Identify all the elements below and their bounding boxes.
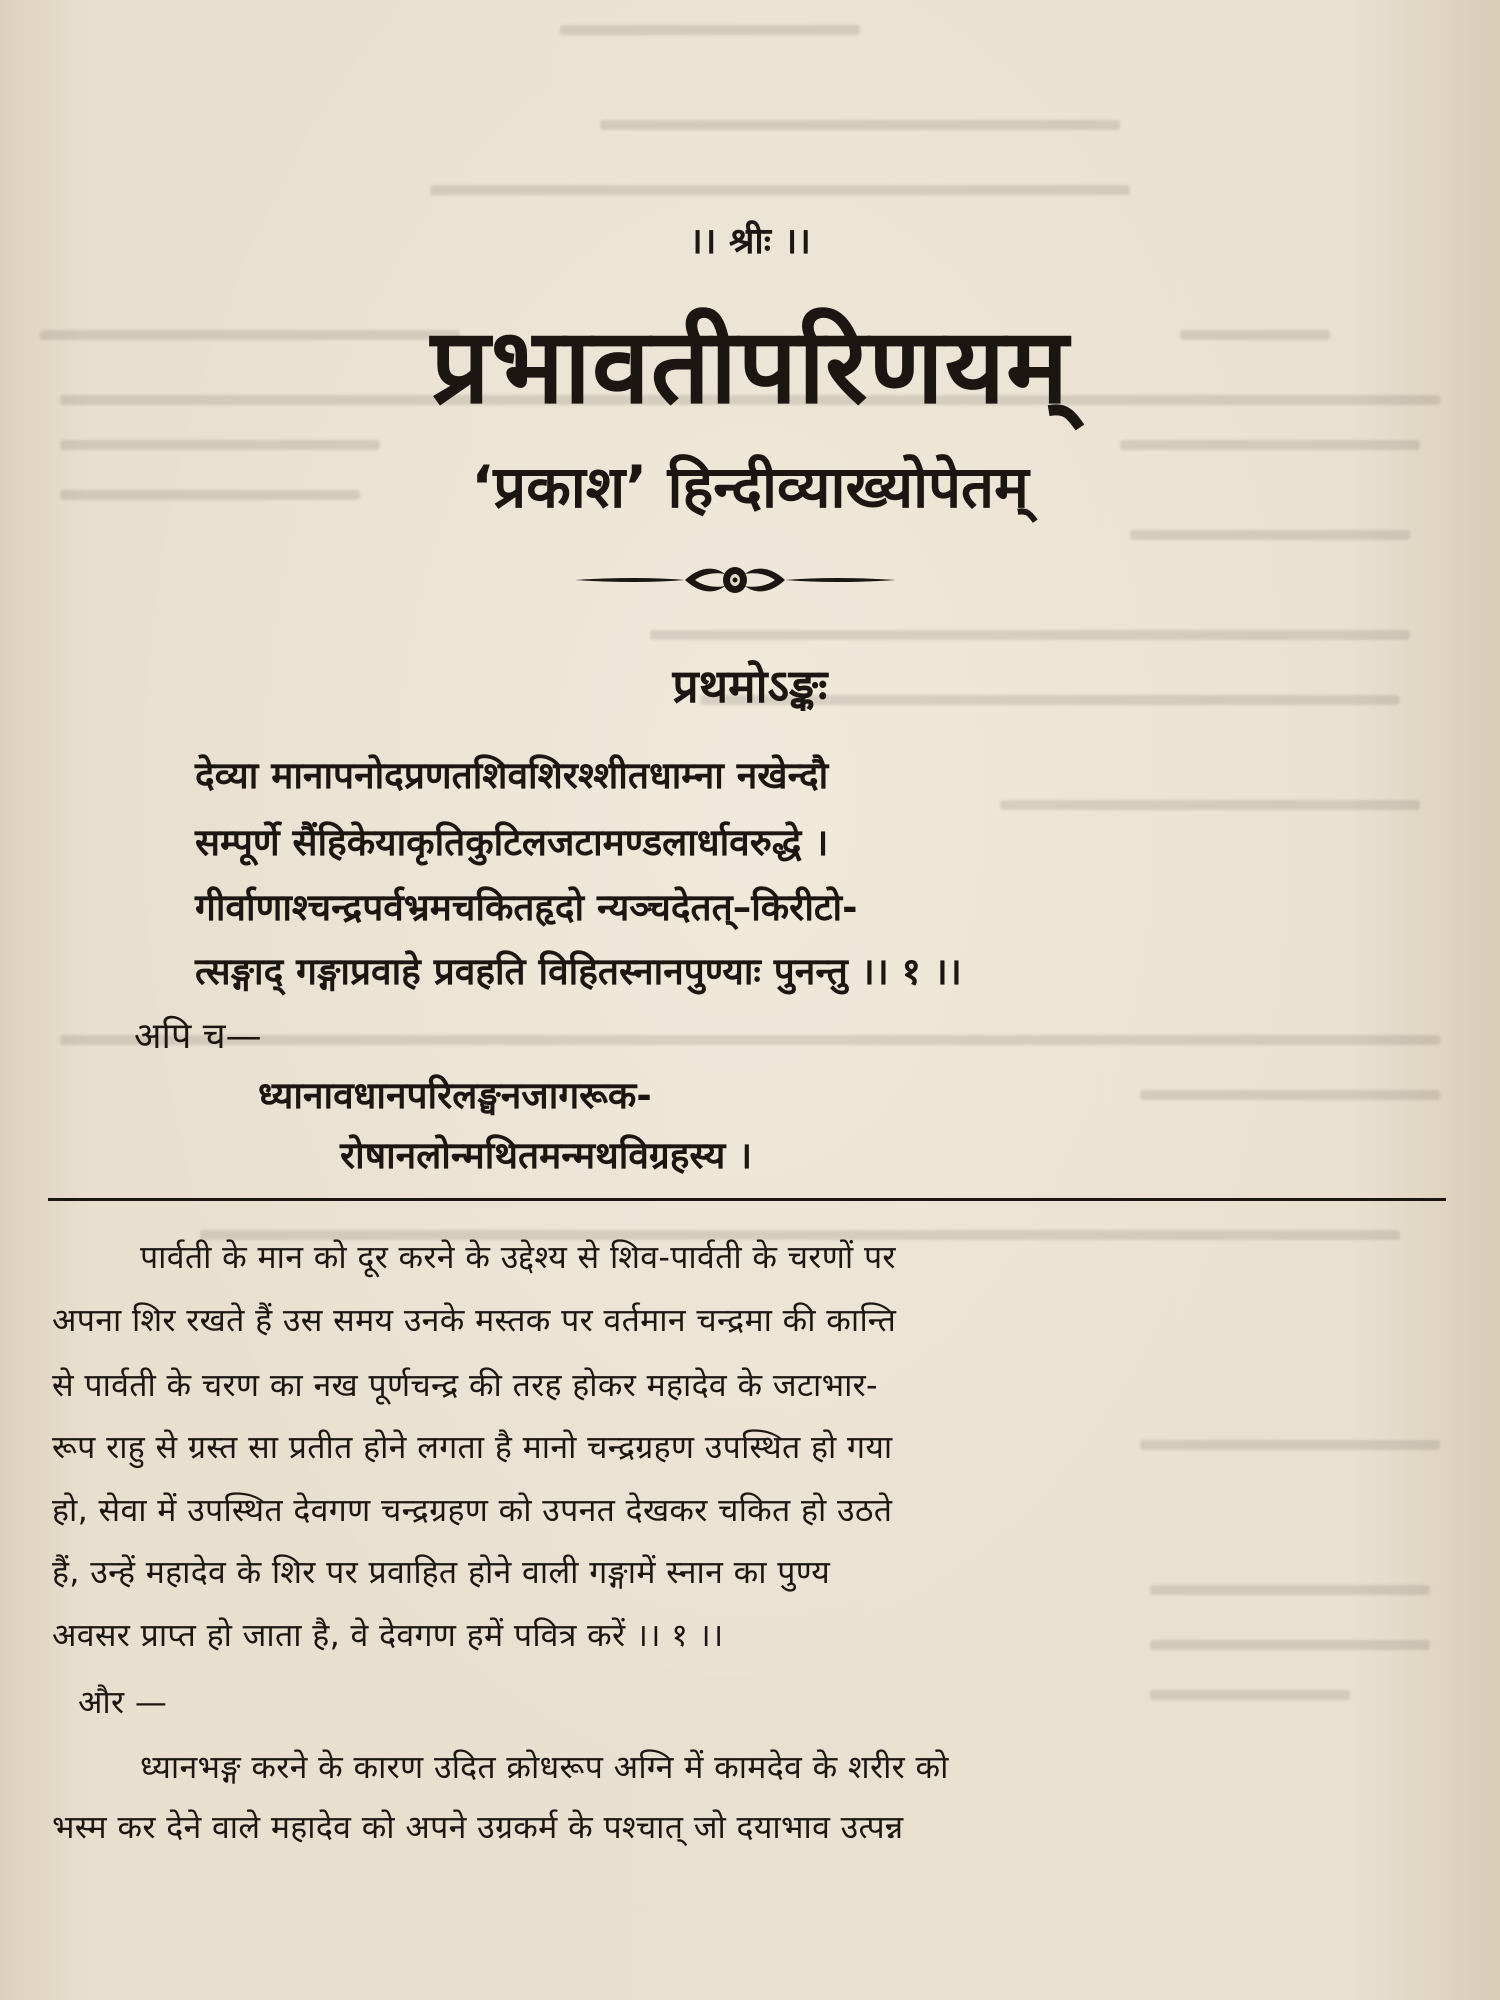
divider-rule [48, 1198, 1446, 1201]
verse-2-line-1: ध्यानावधानपरिलङ्घनजागरूक- [258, 1074, 652, 1117]
translation-line-2: अपना शिर रखते हैं उस समय उनके मस्तक पर वर्तमान चन्द्रमा की कान्ति [52, 1301, 897, 1339]
translation-2-line-2: भस्म कर देने वाले महादेव को अपने उग्रकर्म के पश्चात् जो दयाभाव उत्पन्न [52, 1808, 904, 1846]
translation-line-1: पार्वती के मान को दूर करने के उद्देश्य से शिव-पार्वती के चरणों पर [140, 1238, 896, 1276]
translation-line-3: से पार्वती के चरण का नख पूर्णचन्द्र की तरह होकर महादेव के जटाभार- [52, 1366, 878, 1404]
verse-1-line-1: देव्या मानापनोदप्रणतशिवशिरश्शीतधाम्ना नखेन्दौ [195, 754, 829, 797]
api-ca-label: अपि च— [134, 1016, 262, 1057]
page-subtitle: ‘प्रकाश’ हिन्दीव्याख्योपेतम् [471, 453, 1029, 521]
page-title: प्रभावतीपरिणयम् [430, 305, 1070, 427]
act-heading: प्रथमोऽङ्कः [672, 659, 828, 713]
translation-line-6: हैं, उन्हें महादेव के शिर पर प्रवाहित होने वाली गङ्गामें स्नान का पुण्य [52, 1553, 831, 1591]
verse-2-line-2: रोषानलोन्मथितमन्मथविग्रहस्य । [340, 1134, 753, 1177]
aur-label: और — [78, 1683, 168, 1721]
invocation-sri: ।। श्रीः ।। [689, 221, 811, 262]
verse-1-line-3: गीर्वाणाश्चन्द्रपर्वभ्रमचकितहृदो न्यञ्चदेतत्–किरीटो- [195, 886, 858, 929]
translation-2-line-1: ध्यानभङ्ग करने के कारण उदित क्रोधरूप अग्नि में कामदेव के शरीर को [140, 1748, 949, 1786]
flourish-divider-icon [575, 560, 895, 600]
translation-line-4: रूप राहु से ग्रस्त सा प्रतीत होने लगता है मानो चन्द्रग्रहण उपस्थित हो गया [52, 1428, 893, 1466]
verse-1-line-4: त्सङ्गाद् गङ्गाप्रवाहे प्रवहति विहितस्नानपुण्याः पुनन्तु ।। १ ।। [195, 950, 962, 993]
translation-line-7: अवसर प्राप्त हो जाता है, वे देवगण हमें पवित्र करें ।। १ ।। [52, 1616, 724, 1654]
verse-1-line-2: सम्पूर्णे सैंहिकेयाकृतिकुटिलजटामण्डलार्धावरुद्धे । [195, 821, 829, 864]
translation-line-5: हो, सेवा में उपस्थित देवगण चन्द्रग्रहण को उपनत देखकर चकित हो उठते [52, 1491, 893, 1529]
